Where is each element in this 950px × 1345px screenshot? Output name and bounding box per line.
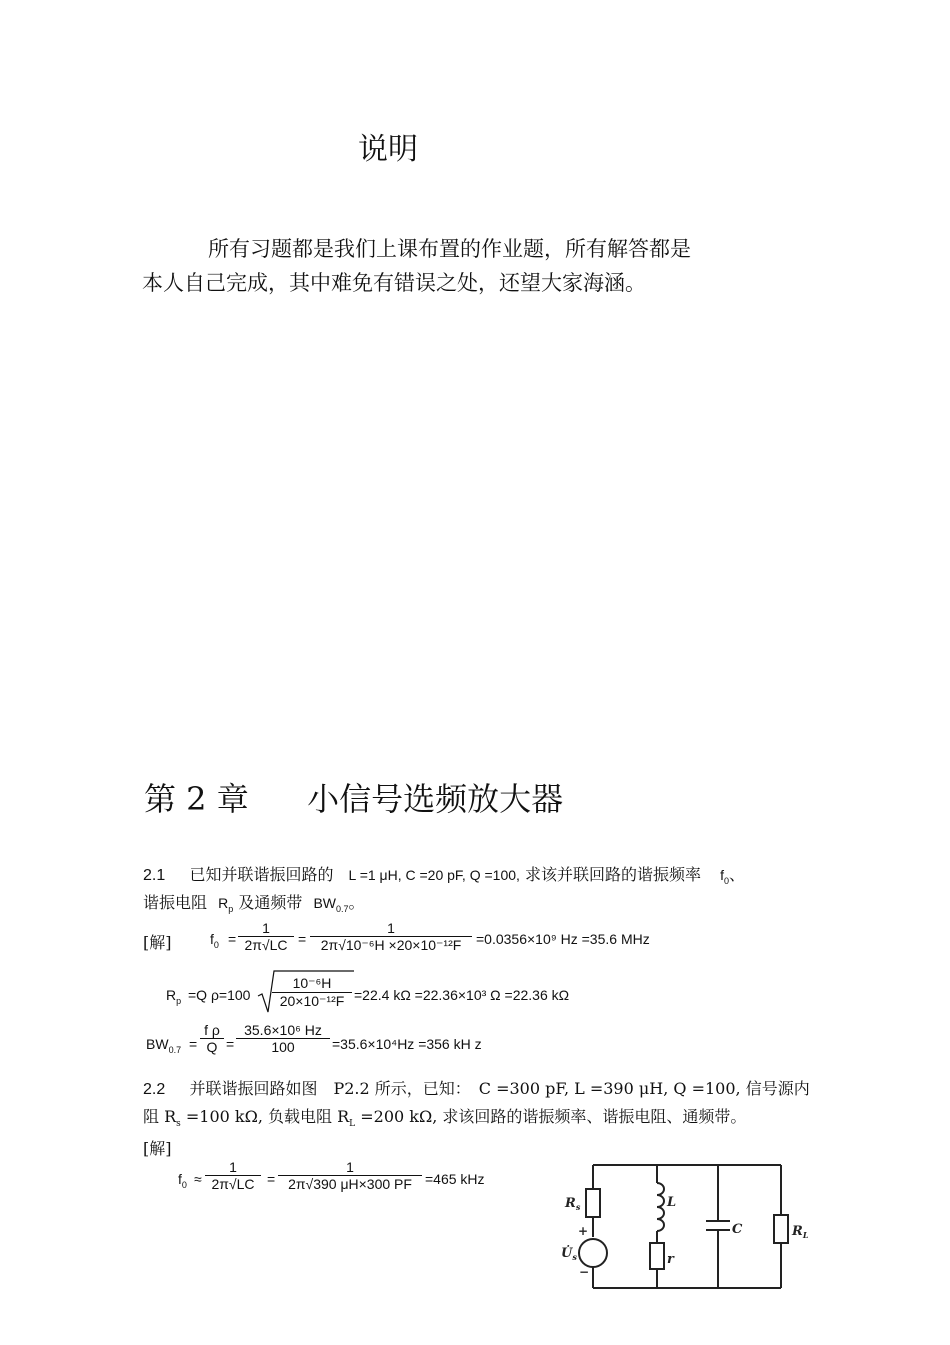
c-label: C (732, 1222, 743, 1237)
plus-sign: + (578, 1224, 589, 1238)
intro-line-1: 所有习题都是我们上课布置的作业题，所有解答都是 (208, 237, 691, 261)
eq4-lhs: $f_0$ (178, 1171, 187, 1190)
solution-label: [解] (143, 933, 172, 952)
problem-number: 2.1 (143, 867, 166, 884)
eq3-result: =35.6×10⁴Hz =356 kH z (332, 1036, 482, 1052)
r-label: r (667, 1252, 674, 1267)
l-label: L (667, 1195, 677, 1210)
problem-text: 已知并联谐振回路的 (189, 865, 334, 884)
symbol-f0: $f_0$ (720, 867, 730, 886)
symbol-rp: $R_p$ (218, 895, 234, 914)
problem-2-2-line-2 (143, 1104, 746, 1129)
problem-text: 求该并联回路的谐振频率 (525, 865, 702, 884)
problem-text: 并联谐振回路如图 P2.2 所示，已知： C =300 pF, L =390 μH, Q =100, 信号源内 (189, 1079, 810, 1098)
eq3-fraction-2: $\frac{\text{35.6×10⁶ Hz}}{100}$ (236, 1022, 330, 1055)
problem-text: 阻 R (143, 1107, 177, 1126)
subscript: s (176, 1119, 181, 1130)
eq1-fraction-1: $\frac{1}{2\pi√LC}$ (238, 920, 294, 953)
subscript: L (349, 1119, 356, 1130)
problem-text: =100 kΩ, 负载电阻 (185, 1107, 333, 1126)
minus-sign: − (579, 1265, 590, 1279)
eq3-equals-2: = (226, 1036, 235, 1052)
eq2-fraction: $\frac{\text{10⁻⁶H}}{\text{20×10⁻¹²F}}$ (272, 975, 352, 1010)
eq2-result: =22.4 kΩ =22.36×10³ Ω =22.36 kΩ (354, 987, 570, 1003)
chapter-name: 小信号选频放大器 (307, 780, 564, 818)
eq2-mid: =Q ρ=100 (188, 987, 251, 1003)
eq1-fraction-2: $\frac{1}{\text{2π√10⁻⁶H ×20×10⁻¹²F}}$ (310, 920, 472, 954)
problem-text: 谐振电阻 (143, 893, 208, 912)
given-values: L =1 μH, C =20 pF, Q =100, (348, 867, 520, 883)
solution-label: [解] (143, 1139, 172, 1158)
circuit-diagram (555, 1155, 820, 1300)
punct: 。 (348, 893, 365, 912)
eq3-lhs: $BW_{0.7}$ (146, 1036, 182, 1055)
problem-text: 及通频带 (238, 893, 303, 912)
eq3-fraction-1: $\frac{\text{f ρ}}{Q}$ (200, 1022, 224, 1055)
eq1-equals: = (228, 931, 237, 947)
chapter-number: 第 2 章 (144, 780, 249, 818)
eq1-equals-2: = (298, 931, 307, 947)
intro-line-2: 本人自己完成，其中难免有错误之处，还望大家海涵。 (142, 271, 646, 295)
eq1-result: =0.0356×10⁹ Hz =35.6 MHz (476, 931, 650, 947)
us-label: $U̇_s$ (561, 1246, 577, 1262)
eq4-approx: ≈ (194, 1171, 202, 1187)
rs-label: $R_s$ (565, 1196, 581, 1212)
chapter-heading (144, 774, 563, 820)
problem-2-2-line-1 (143, 1076, 810, 1099)
eq1-lhs: $f_0$ (210, 931, 219, 950)
page-title: 说明 (358, 132, 418, 167)
eq4-fraction-1: $\frac{1}{2\pi√LC}$ (205, 1159, 261, 1192)
punct: 、 (729, 865, 746, 884)
symbol-rl: R (337, 1107, 350, 1126)
problem-text: =200 kΩ, 求该回路的谐振频率、谐振电阻、通频带。 (360, 1107, 747, 1126)
eq3-equals: = (189, 1036, 198, 1052)
symbol-bw: $BW_{0.7}$ (313, 895, 349, 914)
problem-number: 2.2 (143, 1081, 166, 1098)
eq4-equals: = (267, 1171, 276, 1187)
rl-label: $R_L$ (792, 1224, 809, 1240)
eq2-lhs: $R_p$ (166, 987, 182, 1006)
eq4-result: =465 kHz (425, 1171, 485, 1187)
problem-2-1-line-1 (143, 862, 745, 886)
eq4-fraction-2: $\frac{1}{2\pi√390 \mu H\times 300 PF}$ (278, 1159, 422, 1192)
problem-2-1-line-2 (143, 890, 365, 914)
